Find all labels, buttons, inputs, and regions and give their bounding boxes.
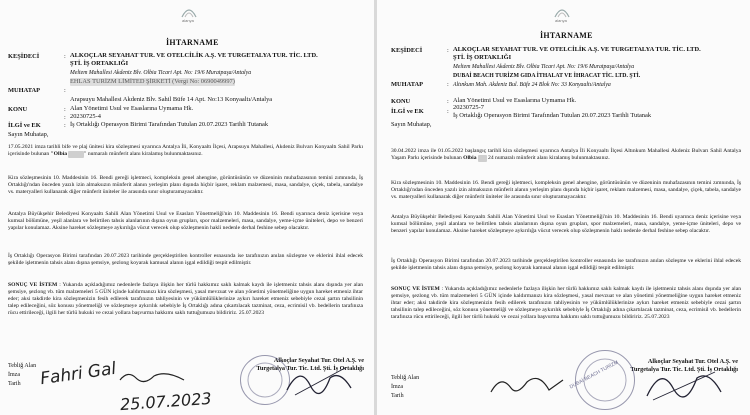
teblig-alan-label: Tebliğ Alan (8, 363, 37, 369)
ilgi-ek-label: İLGİ ve EK (391, 108, 424, 115)
kesideci-line1: ALKOÇLAR SEYAHAT TUR. VE OTELCİLİK A.Ş. VE TURGETALYA TUR. TİC. LTD. (453, 46, 701, 53)
document-title: İHTARNAME (166, 38, 219, 47)
signatory-line-2: Turgetalya Tur. Tic. Ltd. Şti. İş Ortaklığı (630, 366, 738, 373)
paragraph-5: SONUÇ VE İSTEM : Yukarıda açıkladığımız nedenlerle fazlaya ilişkin her türlü hakkımız saklı kalmak kaydı ile işletmeniz tahsis alanı dışında yer alan şemsiye, şezlong vb. tüm malzemeleri 5 GÜN içinde kaldırmanızı kira sözleşmesi, yasal mevzuat ve alan yönetimi yönetmeliğine uygun hareket etmeniz ihtar eder; aksi takdirde kira sözleşmenizin fesih edilerek tarafınızın tahliyesinin ve yükümlülüklerinize aykırı hareket etmeniz sebebiyle cezai şartın tahsilinin talep edileceğini, söz konusu yönetmeliği ve sözleşmeye aykırılık sebebiyle İş Ortaklığı adına çıkartılacak tazminat, ceza, ecrimisil vb. bedellerin tarafınıza rücu ettirileceği, ilgili her türlü hukuki ve cezai yollara başvurma hakkımı saklı tuttuğumuzu bildiririz. 25.07.2023 (8, 282, 363, 317)
company-logo-icon (553, 5, 571, 19)
document-right: alanya İHTARNAME KEŞİDECİ : ALKOÇLAR SEYAHAT TUR. VE OTELCİLİK A.Ş. VE TURGETALYA TUR. TİC. LTD. ŞTİ. İŞ ORTAKLIĞI Meltem Mahallesi Akdeniz Blv. Olbia Ticari Apt. No: 19/6 Muratpaşa/Antalya MUHATAP : DUBAİ BEACH TURİZM GIDA İTHALAT VE İHRACAT TİC. LTD. ŞTİ. Altınkum Mah. Akdeniz Bul. Büfe 24 Blok No: 33 Konyaaltı/Antalya KONU : Alan Yönetimi Usul ve Esaslarına Uymama Hk. İLGİ ve EK : 20230725-7 İş Ortaklığı Operasyon Birimi Tarafından Tutulan 20.07.2023 Tarihli Tutanak Sayın Muhatap, 30.04.2022 imza ile 01.05.2022 başlangıç tarihli kira sözleşmesi uyarınca Antalya İli Konyaaltı İlçesi Altınkum Mahallesi Akdeniz Bulvarı Sahil Antalya Yaşam Parkı içerisinde bulunan Olbia 24 numaralı münferit alanı kiralamış bulunmaktasınız. Kira sözleşmesinin 10. Maddesinin 16. Bendi gereği işletmeci, kompleksin genel ahengine, görüntüsünün ve düzeninin muhafazasının temini zımnında, İş Ortaklığı'ndan önceden yazılı izin almaksızın münferit alanın yerleşim planı dışında hiçbir işaret, reklam malzemesi, masa, sandalye, çiçek, tabela, sandalye vs. materyalleri kullanarak diğer münferit üniteler ile arasında sınır oluşturamayacaktır. Antalya Büyükşehir Belediyesi Konyaaltı Sahili Alan Yönetimi Usul ve Esasları Yönetmeliği'nin 10. Maddesinin 16. Bendi uyarınca deniz içerisine veya kumsal bölümüne, yeşil alanlara ve belirtilen tahsis alanlarının dışına oyun grupları, spor malzemeleri, masa, sandalye, yeme-içme üniteleri, depo ve benzeri yapılar konulamaz. Aksine hareket sözleşmeye aykırılığa vücut verecek olup sözleşmenin haklı nedenle derhal feshine sebep olacaktır. İş Ortaklığı Operasyon Birimi tarafından 20.07.2023 tarihinde gerçekleştirilen kontroller esnasında ise tarafınızın anılan sözleşme ve eklerini ihlal edecek şekilde işletmenin tahsis alanı dışına şemsiye, şezlong koyarak kamusal alanın işgal edildiği tespit edilmiştir. SONUÇ VE İSTEM : Yukarıda açıkladığımız nedenlerle fazlaya ilişkin her türlü hakkımız saklı kalmak kaydı ile işletmeniz tahsis alanı dışında yer alan şemsiye, şezlong vb. tüm malzemeleri 5 GÜN içinde kaldırmanızı kira sözleşmesi, yasal mevzuat ve alan yönetimi yönetmeliğine uygun hareket etmeniz ihtar eder; aksi takdirde kira sözleşmenizin fesih edilerek tarafınızın tahliyesinin ve yükümlülüklerinize aykırı hareket etmeniz sebebiyle cezai şartın tahsilinin talep edileceğini, söz konusu yönetmeliği ve sözleşmeye aykırılık sebebiyle İş Ortaklığı adına çıkartılacak tazminat, ceza, ecrimisil vb. bedellerin tarafınıza rücu ettirileceği, ilgili her türlü hukuki ve cezai yollara başvurma hakkımı saklı tuttuğumuzu bildiririz. 25.07.2023 Alkoçlar Seyahat Tur. Otel A.Ş. ve Turgetalya Tur. Tic. Ltd. Şti. İş Ortaklığı DUBAİ BEACH TURİZM Tebliğ Alan İmza Tarih (377, 0, 750, 415)
muhatap-label: MUHATAP (391, 81, 424, 88)
handwritten-signature-icon (118, 368, 188, 386)
ilgi-ek-value-1: 20230725-7 (453, 104, 484, 111)
konu-value: Alan Yönetimi Usul ve Esaslarına Uymama Hk. (70, 105, 194, 112)
ilgi-ek-label: İLGİ ve EK (8, 122, 41, 129)
muhatap-line1: EHLAS TURİZM LİMİTED ŞİRKETİ (Vergi No: 0690049997) (70, 78, 235, 85)
company-logo-icon (180, 5, 198, 19)
tarih-label: Tarih (391, 393, 404, 399)
paragraph-5: SONUÇ VE İSTEM : Yukarıda açıkladığımız nedenlerle fazlaya ilişkin her türlü hakkımız saklı kalmak kaydı ile işletmeniz tahsis alanı dışında yer alan şemsiye, şezlong vb. tüm malzemeleri 5 GÜN içinde kaldırmanızı kira sözleşmesi, yasal mevzuat ve alan yönetimi yönetmeliğine uygun hareket etmeniz ihtar eder; aksi takdirde kira sözleşmenizin fesih edilerek tarafınızın tahliyesinin ve yükümlülüklerinize aykırı hareket etmeniz sebebiyle cezai şartın tahsilinin talep edileceğini, söz konusu yönetmeliği ve sözleşmeye aykırılık sebebiyle İş Ortaklığı adına çıkartılacak tazminat, ceza, ecrimisil vb. bedellerin tarafınıza rücu ettirileceği, ilgili her türlü hukuki ve cezai yollara başvurma hakkımı saklı tuttuğumuzu bildiririz. 25.07.2023 (391, 286, 742, 321)
handwritten-date: 25.07.2023 (119, 388, 213, 415)
kesideci-address: Meltem Mahallesi Akdeniz Blv. Olbia Ticari Apt. No: 19/6 Muratpaşa/Antalya (453, 64, 635, 70)
salutation: Sayın Muhatap, (8, 131, 49, 138)
tarih-label: Tarih (8, 381, 21, 387)
kesideci-label: KEŞİDECİ (391, 47, 423, 54)
paragraph-1: 17.05.2021 imza tarihli bife ve plaj ünitesi kira sözleşmesi uyarınca Antalya İli, Konyaaltı İlçesi, Arapsuyu Mahallesi, Akdeniz Bulvarı Konyaaltı Sahil Parkı içerisinde bulunan "Olbia " numaralı münferit alanı kiralamış bulunmaktasınız. (8, 144, 363, 158)
paragraph-4: İş Ortaklığı Operasyon Birimi tarafından 20.07.2023 tarihinde gerçekleştirilen kontroller esnasında ise tarafınızın anılan sözleşme ve eklerini ihlal edecek şekilde işletmenin tahsis alanı dışına şemsiye, şezlong koyarak kamusal alanın işgal edildiği tespit edilmiştir. (391, 258, 741, 272)
kesideci-label: KEŞİDECİ (8, 53, 40, 60)
document-left: alanya İHTARNAME KEŞİDECİ : ALKOÇLAR SEYAHAT TUR. VE OTELCİLİK A.Ş. VE TURGETALYA TUR. TİC. LTD. ŞTİ. İŞ ORTAKLIĞI Meltem Mahallesi Akdeniz Blv. Olbia Ticari Apt. No: 19/6 Muratpaşa/Antalya MUHATAP : EHLAS TURİZM LİMİTED ŞİRKETİ (Vergi No: 0690049997) Arapsuyu Mahallesi Akdeniz Blv. Sahil Büfe 14 Apt. No:13 Konyaaltı/Antalya KONU : Alan Yönetimi Usul ve Esaslarına Uymama Hk. İLGİ ve EK : 20230725-4 : İş Ortaklığı Operasyon Birimi Tarafından Tutulan 20.07.2023 Tarihli Tutanak Sayın Muhatap, 17.05.2021 imza tarihli bife ve plaj ünitesi kira sözleşmesi uyarınca Antalya İli, Konyaaltı İlçesi, Arapsuyu Mahallesi, Akdeniz Bulvarı Konyaaltı Sahil Parkı içerisinde bulunan "Olbia " numaralı münferit alanı kiralamış bulunmaktasınız. Kira sözleşmesinin 10. Maddesinin 16. Bendi gereği işletmeci, kompleksin genel ahengine, görüntüsünün ve düzeninin muhafazasının temini zımnında, İş Ortaklığı'ndan önceden yazılı izin almaksızın münferit alanın yerleşim planı dışında hiçbir işaret, reklam malzemesi, masa, sandalye, çiçek, tabela, sandalye vs. materyalleri kullanarak diğer münferit üniteler ile arasında sınır oluşturamayacaktır. Antalya Büyükşehir Belediyesi Konyaaltı Sahili Alan Yönetimi Usul ve Esasları Yönetmeliği'nin 10. Maddesinin 16. Bendi uyarınca deniz içerisine veya kumsal bölümüne, yeşil alanlara ve belirtilen tahsis alanlarının dışına oyun grupları, spor malzemeleri, masa, sandalye, yeme-içme üniteleri, depo ve benzeri yapılar konulamaz. Aksine hareket sözleşmeye aykırılığa vücut verecek olup sözleşmenin hakli nedenle derhal feshine sebep olacaktır. İş Ortaklığı Operasyon Birimi tarafından 20.07.2023 tarihinde gerçekleştirilen kontroller esnasında ise tarafınızın anılan sözleşme ve eklerini ihlal edecek şekilde işletmenin tahsis alanı dışına şemsiye, şezlong koyarak kamusal alanın işgal edildiği tespit edilmiştir. SONUÇ VE İSTEM : Yukarıda açıkladığımız nedenlerle fazlaya ilişkin her türlü hakkımız saklı kalmak kaydı ile işletmeniz tahsis alanı dışında yer alan şemsiye, şezlong vb. tüm malzemeleri 5 GÜN içinde kaldırmanızı kira sözleşmesi, yasal mevzuat ve alan yönetimi yönetmeliğine uygun hareket etmeniz ihtar eder; aksi takdirde kira sözleşmenizin fesih edilerek tarafınızın tahliyesinin ve yükümlülüklerinize aykırı hareket etmeniz sebebiyle cezai şartın tahsilinin talep edileceğini, söz konusu yönetmeliği ve sözleşmeye aykırılık sebebiyle İş Ortaklığı adına çıkartılacak tazminat, ceza, ecrimisil vb. bedellerin tarafınıza rücu ettirileceği, ilgili her türlü hukuki ve cezai yollara başvurma hakkımı saklı tuttuğumuzu bildiririz. 25.07.2023 Alkoçlar Seyahat Tur. Otel A.Ş. ve Turgetalya Tur. Tic. Ltd. Şti. İş Ortaklığı Tebliğ Alan İmza Tarih Fahri Gal 25.07.2023 (0, 0, 374, 415)
teblig-alan-label: Tebliğ Alan (391, 375, 420, 381)
konu-label: KONU (391, 98, 411, 105)
handwritten-signature-icon (487, 372, 567, 398)
imza-label: İmza (8, 372, 20, 378)
stamp-text: DUBAİ BEACH TURİZM (568, 359, 620, 391)
paragraph-3: Antalya Büyükşehir Belediyesi Konyaaltı Sahili Alan Yönetimi Usul ve Esasları Yönetmeliği'nin 10. Maddesinin 16. Bendi uyarınca deniz içerisine veya kumsal bölümüne, yeşil alanlara ve belirtilen tahsis alanlarının dışına oyun grupları, spor malzemeleri, masa, sandalye, yeme-içme üniteleri, depo ve benzeri yapılar konulamaz. Aksine hareket sözleşmeye aykırılığa vücut verecek olup sözleşmenin hakli nedenle derhal feshine sebep olacaktır. (8, 211, 363, 232)
logo-text: alanya (555, 18, 567, 23)
muhatap-label: MUHATAP (8, 87, 41, 94)
ilgi-ek-value-1: 20230725-4 (70, 113, 101, 120)
ilgi-ek-value-2: İş Ortaklığı Operasyon Birimi Tarafından Tutulan 20.07.2023 Tarihli Tutanak (70, 121, 269, 128)
paragraph-4: İş Ortaklığı Operasyon Birimi tarafından 20.07.2023 tarihinde gerçekleştirilen kontroller esnasında ise tarafınızın anılan sözleşme ve eklerini ihlal edecek şekilde işletmenin tahsis alanı dışına şemsiye, şezlong koyarak kamusal alanın işgal edildiği tespit edilmiştir. (8, 253, 363, 267)
muhatap-line2: Arapsuyu Mahallesi Akdeniz Blv. Sahil Büfe 14 Apt. No:13 Konyaaltı/Antalya (70, 96, 273, 103)
salutation: Sayın Muhatap, (391, 121, 432, 128)
imza-label: İmza (391, 384, 403, 390)
signatory-line-1: Alkoçlar Seyahat Tur. Otel A.Ş. ve (647, 358, 738, 365)
official-stamp (240, 355, 290, 405)
paragraph-2: Kira sözleşmesinin 10. Maddesinin 16. Bendi gereği işletmeci, kompleksin genel ahengine, görüntüsünün ve düzeninin muhafazasının temini zımnında, İş Ortaklığı'ndan önceden yazılı izin almaksızın münferit alanın yerleşim planı dışında hiçbir işaret, reklam malzemesi, masa, sandalye, çiçek, tabela, sandalye vs. materyalleri kullanarak diğer münferit üniteler ile arasında sınır oluşturamayacaktır. (391, 180, 741, 201)
konu-value: Alan Yönetimi Usul ve Esaslarına Uymama Hk. (453, 97, 577, 104)
signatory-line-2: Turgetalya Tur. Tic. Ltd. Şti. İş Ortaklığı (256, 365, 364, 372)
konu-label: KONU (8, 106, 28, 113)
ilgi-ek-value-2: İş Ortaklığı Operasyon Birimi Tarafından Tutulan 20.07.2023 Tarihli Tutanak (453, 112, 652, 119)
muhatap-line2: Altınkum Mah. Akdeniz Bul. Büfe 24 Blok No: 33 Konyaaltı/Antalya (453, 82, 611, 88)
signatory-line-1: Alkoçlar Seyahat Tur. Otel A.Ş. ve (273, 357, 364, 364)
kesideci-line1: ALKOÇLAR SEYAHAT TUR. VE OTELCİLİK A.Ş. VE TURGETALYA TUR. TİC. LTD. (70, 52, 318, 59)
kesideci-address: Meltem Mahallesi Akdeniz Blv. Olbia Ticari Apt. No: 19/6 Muratpaşa/Antalya (70, 70, 252, 76)
kesideci-line2: ŞTİ. İŞ ORTAKLIĞI (70, 60, 129, 67)
logo-text: alanya (182, 18, 194, 23)
paragraph-1: 30.04.2022 imza ile 01.05.2022 başlangıç tarihli kira sözleşmesi uyarınca Antalya İli Konyaaltı İlçesi Altınkum Mahallesi Akdeniz Bulvarı Sahil Antalya Yaşam Parkı içerisinde bulunan Olbia 24 numaralı münferit alanı kiralamış bulunmaktasınız. (391, 148, 741, 162)
muhatap-line1: DUBAİ BEACH TURİZM GIDA İTHALAT VE İHRACAT TİC. LTD. ŞTİ. (453, 73, 641, 79)
document-title: İHTARNAME (540, 31, 593, 40)
kesideci-line2: ŞTİ. İŞ ORTAKLIĞI (453, 54, 512, 61)
paragraph-2: Kira sözleşmesinin 10. Maddesinin 16. Bendi gereği işletmeci, kompleksin genel ahengine, görüntüsünün ve düzeninin muhafazasının temini zımnında, İş Ortaklığı'ndan önceden yazılı izin almaksızın münferit alanın yerleşim planı dışında hiçbir işaret, reklam malzemesi, masa, sandalye, çiçek, tabela, sandalye vs. materyalleri kullanarak diğer münferit üniteler ile arasında sınır oluşturamayacaktır. (8, 175, 363, 196)
handwritten-name: Fahri Gal (38, 358, 118, 390)
paragraph-3: Antalya Büyükşehir Belediyesi Konyaaltı Sahili Alan Yönetimi Usul ve Esasları Yönetmeliği'nin 10. Maddesinin 16. Bendi uyarınca deniz içerisine veya kumsal bölümüne, yeşil alanlara ve belirtilen tahsis alanlarının dışına oyun grupları, spor malzemeleri, masa, sandalye, yeme-içme üniteleri, depo ve benzeri yapılar konulamaz. Aksine hareket sözleşmeye aykırılığa vücut verecek olup sözleşmenin haklı nedenle derhal feshine sebep olacaktır. (391, 214, 741, 235)
